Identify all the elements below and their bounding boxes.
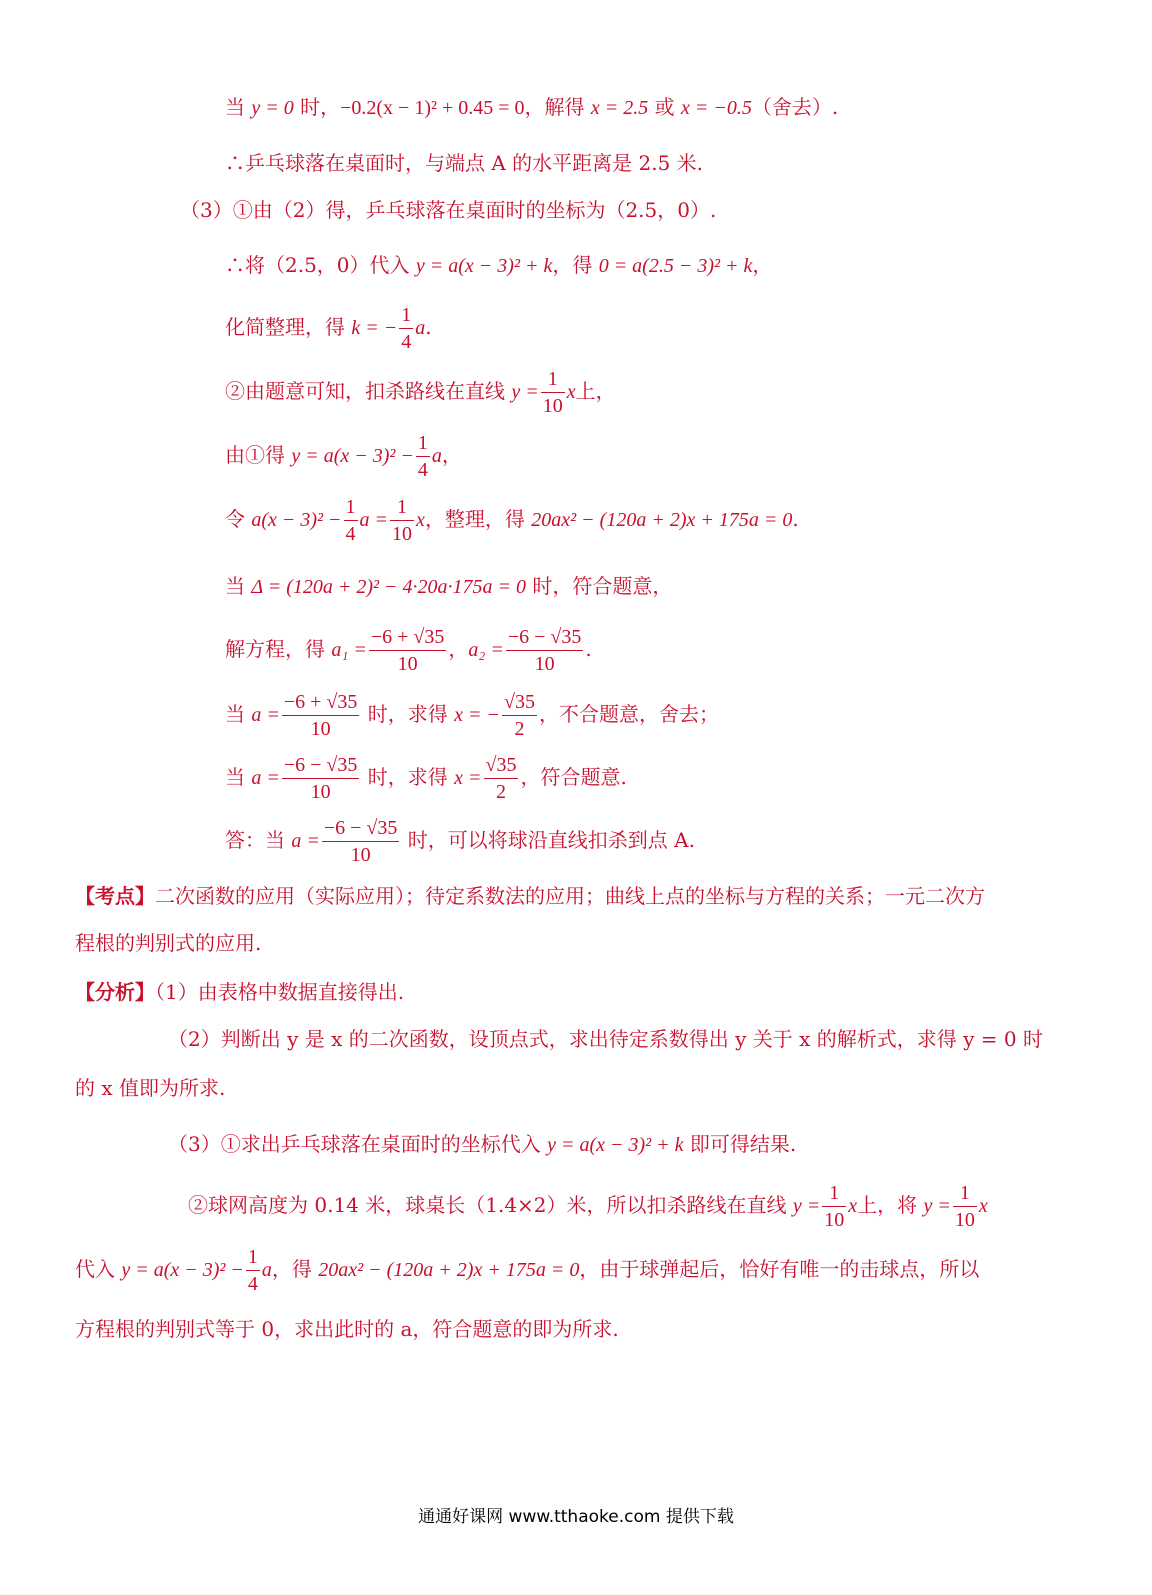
text: ，: [441, 443, 462, 467]
solution-line-6: [225, 366, 616, 419]
solution-line-10: [225, 624, 592, 677]
fraction-a2: [322, 815, 400, 868]
numerator: −6 + √35: [282, 689, 360, 716]
equation-1: −0.2(x − 1)² + 0.45 = 0: [340, 97, 525, 119]
y-equals: y =: [792, 1195, 821, 1217]
text: 时，符合题意，: [526, 574, 673, 598]
text: 当: [225, 95, 252, 119]
solution-line-4: [225, 251, 772, 280]
denominator: 10: [534, 653, 555, 675]
solution-line-13: [225, 815, 695, 868]
numerator: −6 + √35: [369, 624, 447, 651]
denominator: 10: [954, 1209, 975, 1231]
denominator: 2: [495, 781, 506, 803]
numerator: 1: [344, 494, 358, 521]
fraction-one-quarter: [246, 1244, 260, 1297]
denominator: 10: [310, 718, 331, 740]
expression: a(x − 3)² −: [251, 509, 342, 531]
fenxi-line-7: 方程根的判别式等于 0，求出此时的 a，符合题意的即为所求.: [75, 1317, 619, 1341]
solution-line-11: [225, 689, 719, 742]
var-a: a: [431, 445, 442, 467]
solution-line-2: ∴乒乓球落在桌面时，与端点 A 的水平距离是 2.5 米.: [225, 151, 704, 175]
root-2: x = −0.5: [680, 97, 752, 119]
k-equals: k = −: [351, 317, 398, 339]
denominator: 10: [824, 1209, 845, 1231]
fenxi-line-4: [168, 1130, 796, 1159]
text: .: [425, 315, 432, 339]
text: （舍去）.: [751, 95, 839, 119]
denominator: 4: [247, 1273, 258, 1295]
fenxi-line-2: （2）判断出 y 是 x 的二次函数，设顶点式，求出待定系数得出 y 关于 x 的解析式，求得 y = 0 时: [168, 1027, 1043, 1051]
fraction-one-quarter: [416, 430, 430, 483]
text: 令: [225, 507, 252, 531]
fenxi-line-1: [75, 978, 404, 1006]
denominator: 4: [401, 331, 412, 353]
text: 代入: [75, 1257, 122, 1281]
text: .: [585, 637, 592, 661]
text: .: [792, 507, 799, 531]
text: 化简整理，得: [225, 315, 352, 339]
denominator: 10: [350, 844, 371, 866]
var-a: a: [415, 317, 426, 339]
text: 当: [225, 702, 252, 726]
fraction-a1: [369, 624, 447, 677]
fraction-one-tenth: [541, 366, 565, 419]
numerator: 1: [390, 494, 414, 521]
text: 解方程，得: [225, 637, 332, 661]
numerator: 1: [416, 430, 430, 457]
function-expression-2: y = a(x − 3)² −: [291, 445, 414, 467]
y-equals: y =: [511, 381, 539, 403]
a-equals: a =: [251, 704, 280, 726]
equation-3: 20ax² − (120a + 2)x + 175a = 0: [318, 1259, 580, 1281]
root-1: x = 2.5: [590, 97, 649, 119]
fraction-one-tenth: [390, 494, 414, 547]
numerator: 1: [541, 366, 565, 393]
fenxi-line-6: [75, 1244, 979, 1297]
kaodian-label: 【考点】: [75, 884, 155, 908]
text: ，解得: [524, 95, 591, 119]
equation-2: 0 = a(2.5 − 3)² + k: [598, 255, 753, 277]
equation-3: 20ax² − (120a + 2)x + 175a = 0: [531, 509, 793, 531]
numerator: 1: [822, 1180, 846, 1207]
a-equals: a =: [251, 767, 280, 789]
var-x: x: [848, 1195, 858, 1217]
fraction-one-quarter: [399, 302, 413, 355]
page-footer: 通通好课网 www.tthaoke.com 提供下载: [418, 1507, 734, 1527]
fenxi-line-5: [188, 1180, 988, 1233]
numerator: 1: [399, 302, 413, 329]
fraction-a1: [282, 689, 360, 742]
text: 或: [648, 95, 681, 119]
text: 时，: [293, 95, 341, 119]
text: 答：当: [225, 828, 292, 852]
numerator: −6 − √35: [322, 815, 400, 842]
a-equals: a =: [359, 509, 389, 531]
denominator: 10: [397, 653, 418, 675]
a1-equals: a₁ =: [331, 639, 367, 661]
text: 当: [225, 765, 252, 789]
denominator: 4: [417, 459, 428, 481]
text: ，不合题意，舍去；: [538, 702, 719, 726]
numerator: −6 − √35: [282, 752, 360, 779]
solution-line-12: [225, 752, 627, 805]
text: 时，求得: [361, 765, 455, 789]
fenxi-label: 【分析】: [75, 980, 155, 1004]
fenxi-text: （1）由表格中数据直接得出.: [155, 980, 405, 1004]
text: ，: [752, 253, 773, 277]
text: 由①得: [225, 443, 292, 467]
fraction-a2: [506, 624, 584, 677]
function-expression-2: y = a(x − 3)² −: [121, 1259, 244, 1281]
text: ，得: [271, 1257, 319, 1281]
function-expression: y = a(x − 3)² + k: [547, 1134, 684, 1156]
text: ，由于球弹起后，恰好有唯一的击球点，所以: [579, 1257, 980, 1281]
x-equals-neg: x = −: [454, 704, 500, 726]
text: ∴将（2.5，0）代入: [225, 253, 416, 277]
text: 当: [225, 574, 252, 598]
a2-equals: a₂ =: [468, 639, 504, 661]
numerator: √35: [484, 752, 519, 779]
text: ②球网高度为 0.14 米，球桌长（1.4×2）米，所以扣杀路线在直线: [188, 1193, 793, 1217]
text: 上，: [575, 379, 616, 403]
solution-line-7: [225, 430, 462, 483]
fenxi-line-3: 的 x 值即为所求.: [75, 1076, 226, 1100]
function-expression: y = a(x − 3)² + k: [415, 255, 553, 277]
kaodian-line-1: [75, 882, 985, 910]
text: ，整理，得: [424, 507, 532, 531]
text: ②由题意可知，扣杀路线在直线: [225, 379, 512, 403]
text: ，得: [552, 253, 599, 277]
fraction-a2: [282, 752, 360, 805]
var-a: a: [261, 1259, 272, 1281]
fraction-sqrt35-half: [484, 752, 519, 805]
text: （3）①求出乒乓球落在桌面时的坐标代入: [168, 1132, 548, 1156]
a-equals: a =: [291, 830, 320, 852]
denominator: 10: [542, 395, 563, 417]
numerator: √35: [502, 689, 537, 716]
denominator: 10: [310, 781, 331, 803]
discriminant: Δ = (120a + 2)² − 4·20a·175a = 0: [251, 576, 527, 598]
var-x: x: [566, 381, 576, 403]
y-equals: y =: [923, 1195, 951, 1217]
fraction-one-quarter: [344, 494, 358, 547]
var-x: x: [978, 1195, 988, 1217]
kaodian-text: 二次函数的应用（实际应用）；待定系数法的应用；曲线上点的坐标与方程的关系；一元二次方: [155, 884, 985, 908]
fraction-one-tenth: [953, 1180, 977, 1233]
text: 时，求得: [361, 702, 455, 726]
denominator: 4: [345, 523, 356, 545]
numerator: −6 − √35: [506, 624, 584, 651]
text: 即可得结果.: [683, 1132, 797, 1156]
fraction-one-tenth: [822, 1180, 846, 1233]
denominator: 2: [514, 718, 525, 740]
kaodian-line-2: 程根的判别式的应用.: [75, 931, 262, 955]
solution-line-5: [225, 302, 432, 355]
x-equals: x =: [454, 767, 482, 789]
numerator: 1: [953, 1180, 977, 1207]
denominator: 10: [392, 523, 413, 545]
numerator: 1: [246, 1244, 260, 1271]
text: 上，将: [857, 1193, 924, 1217]
var-x: x: [416, 509, 425, 531]
solution-line-3: （3）①由（2）得，乒乓球落在桌面时的坐标为（2.5，0）.: [180, 198, 717, 222]
solution-line-8: [225, 494, 799, 547]
text: 时，可以将球沿直线扣杀到点 A.: [401, 828, 695, 852]
solution-line-9: [225, 572, 672, 601]
fraction-sqrt35-half: [502, 689, 537, 742]
text: ，: [448, 637, 469, 661]
solution-line-1: [225, 93, 838, 122]
math-y-eq-0: y = 0: [251, 97, 294, 119]
text: ，符合题意.: [520, 765, 627, 789]
